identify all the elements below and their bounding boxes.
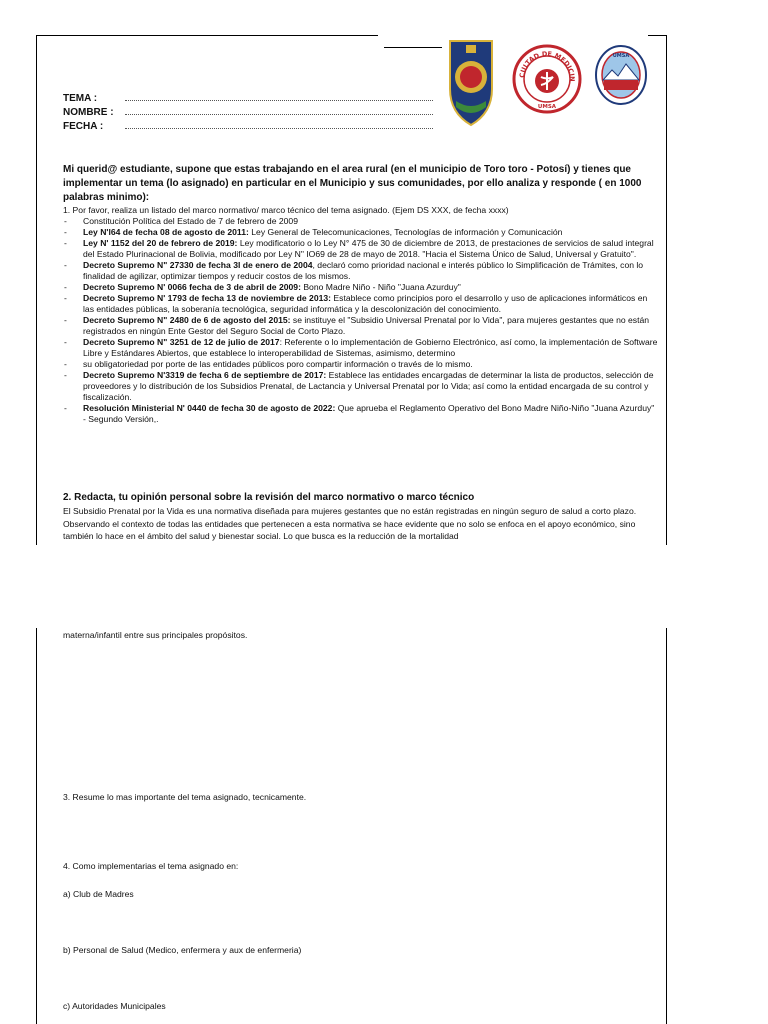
- tema-fill-line: [125, 100, 433, 101]
- norm-list: [63, 216, 659, 425]
- svg-text:UMSA: UMSA: [537, 104, 557, 110]
- norm-item: - Resolución Ministerial N' 0440 de fecha 30 de agosto de 2022: Que aprueba el Reglamento Operativo del Bono Madre Niño-Niño "Juana Azurduy" - Segundo Versión,.: [63, 403, 659, 425]
- question-4-option-a: a) Club de Madres: [63, 889, 134, 899]
- university-shield-logo: [446, 37, 496, 129]
- question-2-answer: El Subsidio Prenatal por la Vida es una normativa diseñada para mujeres gestantes que no están registradas en ningún seguro de salud a corto plazo. Observando el contexto de todas las entidades que pertenecen a esta normativa se hace evidente que no solo se enfoca en el apoyo económico, sino también lo hace en el ámbito del salud y bienestar social. Lo que busca es la reducción de la mortalidad: [63, 506, 637, 541]
- norm-item: - Decreto Supremo N' 0066 fecha de 3 de abril de 2009: Bono Madre Niño - Niño "Juana Azurduy": [63, 282, 659, 293]
- tema-field: [63, 93, 123, 104]
- question-3: 3. Resume lo mas importante del tema asignado, tecnicamente.: [63, 792, 307, 802]
- nombre-label: NOMBRE :: [63, 107, 114, 118]
- norm-item: - Ley N' 1152 del 20 de febrero de 2019: Ley modificatorio o lo Ley N° 475 de 30 de diciembre de 2013, de prestaciones de servicios de salud integral del Estado Plurinacional de Bolivia, modificado por Ley N" IO69 de 28 de mayo de 2018. "Hacia el Sistema Único de Salud, Universal y Gratuito".: [63, 238, 659, 260]
- frame-line: [648, 35, 667, 36]
- norm-item: - Decreto Supremo N' 1793 de fecha 13 de noviembre de 2013: Establece como principios poro el desarrollo y uso de aplicaciones informáticos en las entidades públicas, la soberanía tecnológica, seguridad informática y la descolonización del conocimiento.: [63, 293, 659, 315]
- frame-line: [666, 628, 667, 1024]
- fecha-fill-line: [125, 128, 433, 129]
- norm-item: - Constitución Política del Estado de 7 de febrero de 2009: [63, 216, 659, 227]
- umsa-oval-logo: [594, 44, 648, 106]
- norm-item: - su obligatoriedad por porte de las entidades públicos poro compartir información o través de lo mismo.: [63, 359, 659, 370]
- question-1-title: 1. Por favor, realiza un listado del marco normativo/ marco técnico del tema asignado. (Ejem DS XXX, de fecha xxxx): [63, 205, 509, 215]
- svg-text:UMSA: UMSA: [612, 53, 630, 59]
- fecha-label: FECHA :: [63, 121, 104, 132]
- question-2-answer-continuation: materna/infantil entre sus principales propósitos.: [63, 630, 248, 640]
- question-4-option-c: c) Autoridades Municipales: [63, 1001, 166, 1011]
- question-1: [63, 205, 659, 425]
- svg-text:FACULTAD DE MEDICINA: CULTAD DE MEDICIN: [517, 49, 577, 82]
- frame-line: [36, 35, 378, 36]
- nombre-fill-line: [125, 114, 433, 115]
- norm-item: - Decreto Supremo N'3319 de fecha 6 de septiembre de 2017: Establece las entidades encargadas de determinar la lista de productos, selección de proveedores y lo distribución de los Subsidios Prenatal, de Lactancia y Universal Prenatal por lo Vida; así como la entidad encargada de su control y fiscalización.: [63, 370, 659, 403]
- question-2-title: 2. Redacta, tu opinión personal sobre la revisión del marco normativo o marco técnico: [63, 492, 475, 503]
- norm-item: - Ley N'l64 de fecha 08 de agosto de 2011: Ley General de Telecomunicaciones, Tecnologías de información y Comunicación: [63, 227, 659, 238]
- frame-line: [666, 35, 667, 545]
- frame-line: [384, 47, 442, 48]
- intro-paragraph: Mi querid@ estudiante, supone que estas trabajando en el area rural (en el municipio de Toro toro - Potosí) y tienes que implementar un tema (lo asignado) en particular en el Municipio y sus comunidades, por ello analiza y responde ( en 1000 palabras minimo):: [63, 164, 642, 203]
- norm-item: - Decreto Supremo N" 2480 de 6 de agosto del 2015: se instituye el "Subsidio Universal Prenatal por lo Vida", para mujeres gestantes que no están registrados en ningún Ente Gestor del Seguro Social de Corto Plazo.: [63, 315, 659, 337]
- faculty-medicine-seal-logo: [512, 44, 582, 114]
- fecha-field: [63, 121, 123, 132]
- frame-line: [36, 628, 37, 1024]
- norm-item: - Decreto Supremo N" 27330 de fecha 3l de enero de 2004, declaró como prioridad nacional e interés público lo Simplificación de Trámites, con lo finalidad de agilizar, optimizar tiempos y reducir costos de los mismos.: [63, 260, 659, 282]
- frame-line: [36, 35, 37, 545]
- tema-label: TEMA :: [63, 93, 98, 104]
- question-4-option-b: b) Personal de Salud (Medico, enfermera y aux de enfermeria): [63, 945, 302, 955]
- nombre-field: [63, 107, 123, 118]
- norm-item: - Decreto Supremo N" 3251 de 12 de julio de 2017: Referente o lo implementación de Gobierno Electrónico, así como, la implementación de Software Libre y Estándares Abiertos, que establece lo interoperabilidad de Sistemas, asimismo, determino: [63, 337, 659, 359]
- question-4-title: 4. Como implementarias el tema asignado en:: [63, 861, 239, 871]
